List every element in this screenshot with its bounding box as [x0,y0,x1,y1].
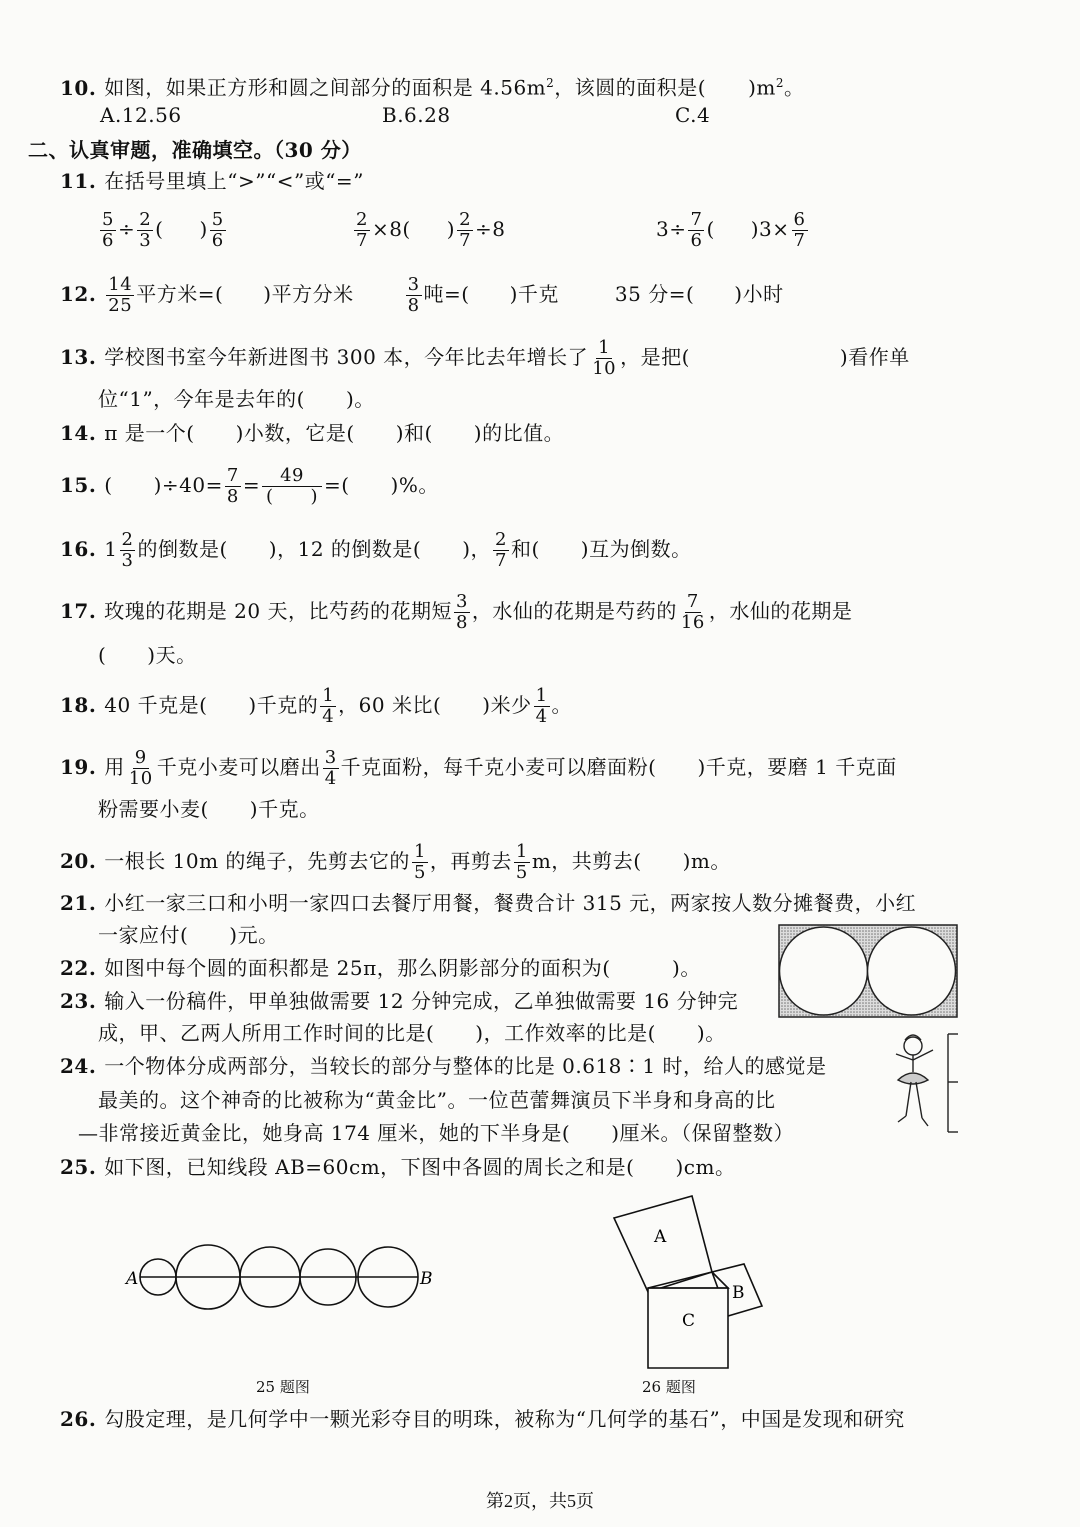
question-number: 12. [60,282,97,306]
fraction: $\frac{7}{6}$ [690,209,703,251]
question-number: 21. [60,891,97,915]
question-number: 22. [60,956,97,980]
fraction: $\frac{2}{3}$ [121,529,134,571]
question-13-line-2: 位“1”，今年是去年的( )。 [98,387,375,411]
question-23: 23. 输入一份稿件，甲单独做需要 12 分钟完成，乙单独做需要 16 分钟完 [60,989,739,1013]
question-14 [60,420,564,446]
figure-25-caption: 25 题图 [256,1378,310,1396]
question-19-line-2: 粉需要小麦( )千克。 [98,797,320,821]
fraction: $\frac{1}{4}$ [322,685,335,727]
section-title: 二、认真审题，准确填空。（30 分） [28,138,362,162]
question-21-line-2: 一家应付( )元。 [98,923,279,947]
fraction: $\frac{14}{25}$ [108,274,133,316]
fraction: $\frac{7}{8}$ [226,465,239,507]
question-number: 20. [60,849,97,873]
segment-ab-circles-figure [120,1232,440,1324]
fraction: $\frac{1}{10}$ [592,337,617,379]
question-22: 22. 如图中每个圆的面积都是 25π，那么阴影部分的面积为( )。 [60,956,701,980]
question-16: 16. 1 $\frac{2}{3}$ 的倒数是( )，12 的倒数是( )， $\frac{2}{7}$ 和( )互为倒数。 [60,529,692,571]
question-24: 24. 一个物体分成两部分，当较长的部分与整体的比是 0.618∶1 时，给人的感觉是 [60,1054,827,1078]
fraction: $\frac{5}{6}$ [102,209,114,251]
point-a-label: A [126,1269,139,1289]
q11-expression-2: $\frac{2}{7}$ ×8( ) $\frac{2}{7}$ ÷8 [356,209,506,251]
question-number: 11. [60,169,97,193]
question-number: 16. [60,537,97,561]
fraction: $\frac{5}{6}$ [211,209,224,251]
question-number: 25. [60,1155,97,1179]
fraction: $\frac{1}{5}$ [515,841,528,883]
question-text: ，该圆的面积是( [554,75,707,100]
q11-expression-3: 3÷ $\frac{7}{6}$ ( )3× $\frac{6}{7}$ [656,209,806,251]
fraction: $\frac{1}{5}$ [413,841,426,883]
point-b-label: B [420,1269,433,1289]
question-number: 15. [60,473,97,497]
fraction: $\frac{9}{10}$ [128,747,153,789]
question-26: 26. 勾股定理，是几何学中一颗光彩夺目的明珠，被称为“几何学的基石”，中国是发现和研究 [60,1407,905,1431]
q10-option-b: B.6.28 [382,103,451,127]
fraction: $\frac{2}{7}$ [459,209,472,251]
question-number: 23. [60,989,97,1013]
fraction: $\frac{1}{4}$ [535,685,548,727]
page-number-footer: 第2页，共5页 [486,1491,594,1511]
question-number: 14. [60,421,97,445]
question-24-line-3: —非常接近黄金比，她身高 174 厘米，她的下半身是( )厘米。（保留整数） [78,1121,794,1145]
q10-option-c: C.4 [675,103,711,127]
q11-expression-1: $\frac{5}{6}$ ÷ $\frac{2}{3}$ ( ) $\frac{5}{6}$ [102,209,224,251]
question-number: 17. [60,599,97,623]
question-number: 26. [60,1407,97,1431]
question-17-line-2: ( )天。 [98,643,197,667]
q10-option-a: A.12.56 [100,103,182,127]
question-text: )m [748,75,776,100]
question-number: 10. [60,75,97,100]
question-text: 。 [784,75,805,100]
square-b-label: B [732,1283,745,1303]
fraction: $\frac{6}{7}$ [793,209,806,251]
fraction: $\frac{7}{16}$ [680,591,705,633]
question-text: 如图，如果正方形和圆之间部分的面积是 4.56m [104,75,547,100]
question-23-line-2: 成，甲、乙两人所用工作时间的比是( )，工作效率的比是( )。 [98,1021,726,1045]
fraction: $\frac{2}{7}$ [495,529,507,571]
question-17: 17. 玫瑰的花期是 20 天，比芍药的花期短 $\frac{3}{8}$ ，水仙的花期是芍药的 $\frac{7}{16}$ ，水仙的花期是 [60,591,853,633]
question-number: 19. [60,755,97,779]
fraction: $\frac{3}{8}$ [407,274,420,316]
question-21: 21. 小红一家三口和小明一家四口去餐厅用餐，餐费合计 315 元，两家按人数分摊餐费，小红 [60,891,917,915]
question-12: 12. $\frac{14}{25}$ 平方米=( )平方分米 $\frac{3}{8}$ 吨=( )千克 35 分=( )小时 [60,274,784,316]
question-text: 在括号里填上“>”“<”或“=” [104,169,364,193]
question-number: 13. [60,345,97,369]
fraction: $\frac{3}{4}$ [324,747,337,789]
square-c-label: C [682,1311,696,1331]
fraction: $\frac{2}{3}$ [139,209,152,251]
question-text: π 是一个( )小数，它是( )和( )的比值。 [104,421,565,445]
question-25: 25. 如下图，已知线段 AB=60cm，下图中各圆的周长之和是( )cm。 [60,1155,736,1179]
question-18: 18. 40 千克是( )千克的 $\frac{1}{4}$ ，60 米比( )米少 $\frac{1}{4}$ 。 [60,685,573,727]
superscript: 2 [775,76,785,90]
circles-in-rectangle-figure [778,924,960,1020]
question-number: 24. [60,1054,97,1078]
question-24-line-2: 最美的。这个神奇的比被称为“黄金比”。一位芭蕾舞演员下半身和身高的比 [98,1088,776,1112]
pythagorean-squares-figure [604,1190,774,1374]
question-15: 15. ( )÷40= $\frac{7}{8}$ = $\frac{49}{( )}$ =( )%。 [60,465,439,507]
question-number: 18. [60,693,97,717]
fraction: $\frac{3}{8}$ [455,591,468,633]
question-19: 19. 用 $\frac{9}{10}$ 千克小麦可以磨出 $\frac{3}{4}$ 千克面粉，每千克小麦可以磨面粉( )千克，要磨 1 千克面 [60,747,897,789]
question-11 [60,168,364,194]
question-20: 20. 一根长 10m 的绳子，先剪去它的 $\frac{1}{5}$ ，再剪去 $\frac{1}{5}$ m，共剪去( )m。 [60,841,731,883]
question-10 [60,70,805,101]
superscript: 2 [546,76,555,90]
fraction: $\frac{49}{( )}$ [262,466,322,507]
square-a-label: A [654,1227,667,1247]
question-13: 13. 学校图书室今年新进图书 300 本，今年比去年增长了 $\frac{1}{10}$ ，是把( )看作单 [60,337,910,379]
fraction: $\frac{2}{7}$ [356,209,368,251]
figure-26-caption: 26 题图 [642,1378,696,1396]
ballerina-icon [878,1028,962,1136]
